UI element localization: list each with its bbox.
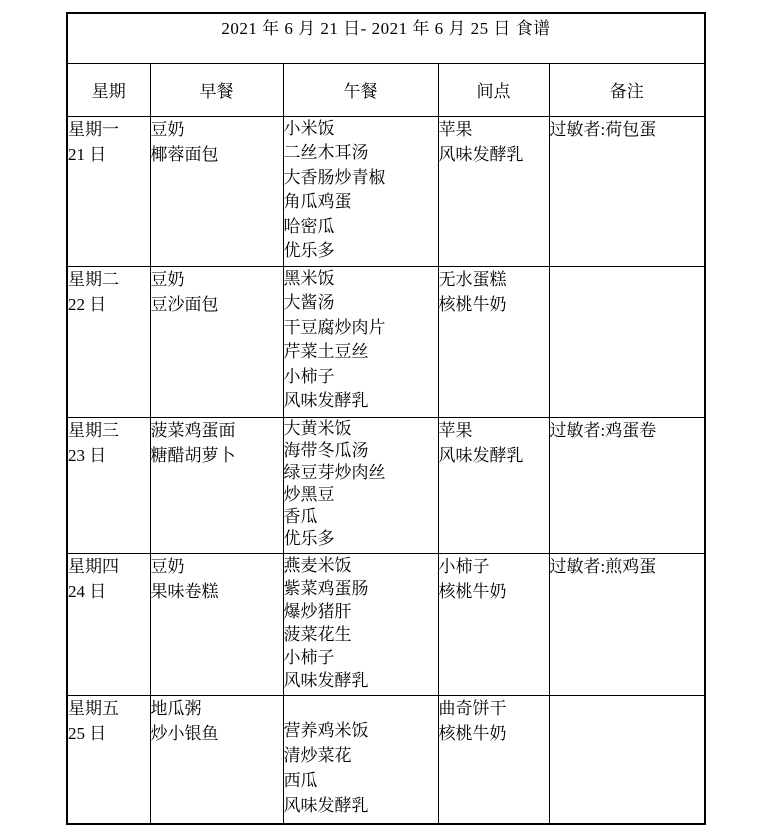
lunch-line: 清炒菜花 [283, 745, 352, 765]
breakfast-line: 果味卷糕 [150, 581, 219, 601]
title-row [67, 13, 705, 63]
lunch-cell [283, 695, 438, 824]
menu-row-4 [67, 553, 705, 695]
breakfast-cell [150, 695, 283, 824]
lunch-line: 菠菜花生 [283, 624, 352, 644]
breakfast-line: 椰蓉面包 [150, 144, 219, 164]
lunch-line: 大黄米饭 [283, 418, 352, 438]
lunch-line: 大酱汤 [283, 293, 335, 312]
lunch-line: 二丝木耳汤 [283, 143, 369, 162]
breakfast-cell [150, 116, 283, 266]
lunch-line: 芹菜土豆丝 [283, 342, 369, 361]
header-breakfast: 早餐 [150, 63, 283, 116]
snack-line: 苹果 [438, 119, 473, 139]
breakfast-line: 豆奶 [150, 119, 185, 139]
lunch-line: 风味发酵乳 [283, 795, 369, 815]
note-cell [549, 417, 705, 553]
breakfast-line: 地瓜粥 [150, 698, 202, 718]
lunch-line: 小柿子 [283, 647, 335, 667]
header-day: 星期 [67, 63, 150, 116]
breakfast-line: 炒小银鱼 [150, 723, 219, 743]
lunch-line: 炒黑豆 [283, 484, 335, 504]
lunch-line: 西瓜 [283, 770, 318, 790]
lunch-cell [283, 553, 438, 695]
note-cell [549, 266, 705, 417]
snack-line: 曲奇饼干 [438, 698, 507, 718]
header-snack: 间点 [438, 63, 549, 116]
lunch-cell [283, 266, 438, 417]
lunch-line: 小柿子 [283, 366, 335, 386]
day-line: 星期一 [68, 119, 119, 139]
breakfast-cell [150, 266, 283, 417]
day-cell [67, 116, 150, 266]
lunch-line: 小米饭 [283, 118, 335, 138]
snack-cell [438, 553, 549, 695]
snack-line: 核桃牛奶 [438, 723, 507, 743]
snack-line: 风味发酵乳 [438, 144, 524, 164]
breakfast-cell [150, 553, 283, 695]
day-line: 21 日 [68, 144, 107, 164]
day-cell [67, 553, 150, 695]
menu-row-5 [67, 695, 705, 824]
day-cell [67, 695, 150, 824]
day-line: 星期五 [68, 698, 119, 718]
snack-line: 苹果 [438, 420, 473, 440]
header-row [67, 63, 705, 116]
snack-cell [438, 695, 549, 824]
lunch-line: 优乐多 [283, 241, 335, 260]
snack-line: 风味发酵乳 [438, 445, 524, 465]
breakfast-cell [150, 417, 283, 553]
day-line: 星期三 [68, 420, 119, 440]
lunch-line: 爆炒猪肝 [283, 601, 352, 621]
lunch-line: 绿豆芽炒肉丝 [283, 462, 386, 482]
snack-cell [438, 116, 549, 266]
breakfast-line: 菠菜鸡蛋面 [150, 420, 236, 440]
menu-row-3 [67, 417, 705, 553]
document-title: 2021 年 6 月 21 日- 2021 年 6 月 25 日 食谱 [67, 13, 705, 63]
day-line: 25 日 [68, 723, 107, 743]
lunch-line: 风味发酵乳 [283, 670, 369, 690]
snack-line: 小柿子 [438, 556, 490, 576]
snack-cell [438, 417, 549, 553]
lunch-cell [283, 417, 438, 553]
day-line: 22 日 [68, 294, 107, 314]
lunch-cell [283, 116, 438, 266]
day-cell [67, 417, 150, 553]
snack-cell [438, 266, 549, 417]
menu-row-2 [67, 266, 705, 417]
day-line: 星期四 [68, 556, 119, 576]
day-line: 23 日 [68, 445, 107, 465]
lunch-line: 哈密瓜 [283, 216, 335, 236]
lunch-line: 风味发酵乳 [283, 391, 369, 410]
header-note: 备注 [549, 63, 705, 116]
lunch-line: 营养鸡米饭 [283, 720, 369, 740]
breakfast-line: 豆奶 [150, 556, 185, 576]
note-cell [549, 553, 705, 695]
note-cell [549, 116, 705, 266]
lunch-line: 紫菜鸡蛋肠 [283, 578, 369, 598]
lunch-line: 干豆腐炒肉片 [283, 317, 386, 337]
note-line: 过敏者:荷包蛋 [549, 119, 657, 139]
lunch-line: 海带冬瓜汤 [283, 440, 369, 460]
lunch-line: 优乐多 [283, 528, 335, 548]
snack-line: 核桃牛奶 [438, 581, 507, 601]
lunch-line: 角瓜鸡蛋 [283, 192, 352, 211]
day-line: 24 日 [68, 581, 107, 601]
snack-line: 无水蛋糕 [438, 269, 507, 289]
day-line: 星期二 [68, 269, 119, 289]
note-line: 过敏者:鸡蛋卷 [549, 420, 657, 440]
breakfast-line: 豆奶 [150, 269, 185, 289]
lunch-line: 香瓜 [283, 506, 318, 526]
note-cell [549, 695, 705, 824]
lunch-line: 大香肠炒青椒 [283, 167, 386, 187]
menu-row-1 [67, 116, 705, 266]
breakfast-line: 糖醋胡萝卜 [150, 445, 236, 465]
lunch-line: 黑米饭 [283, 268, 335, 288]
snack-line: 核桃牛奶 [438, 294, 507, 314]
lunch-line: 燕麦米饭 [283, 555, 352, 575]
header-lunch: 午餐 [283, 63, 438, 116]
breakfast-line: 豆沙面包 [150, 294, 219, 314]
day-cell [67, 266, 150, 417]
menu-table [66, 12, 706, 825]
note-line: 过敏者:煎鸡蛋 [549, 556, 657, 576]
